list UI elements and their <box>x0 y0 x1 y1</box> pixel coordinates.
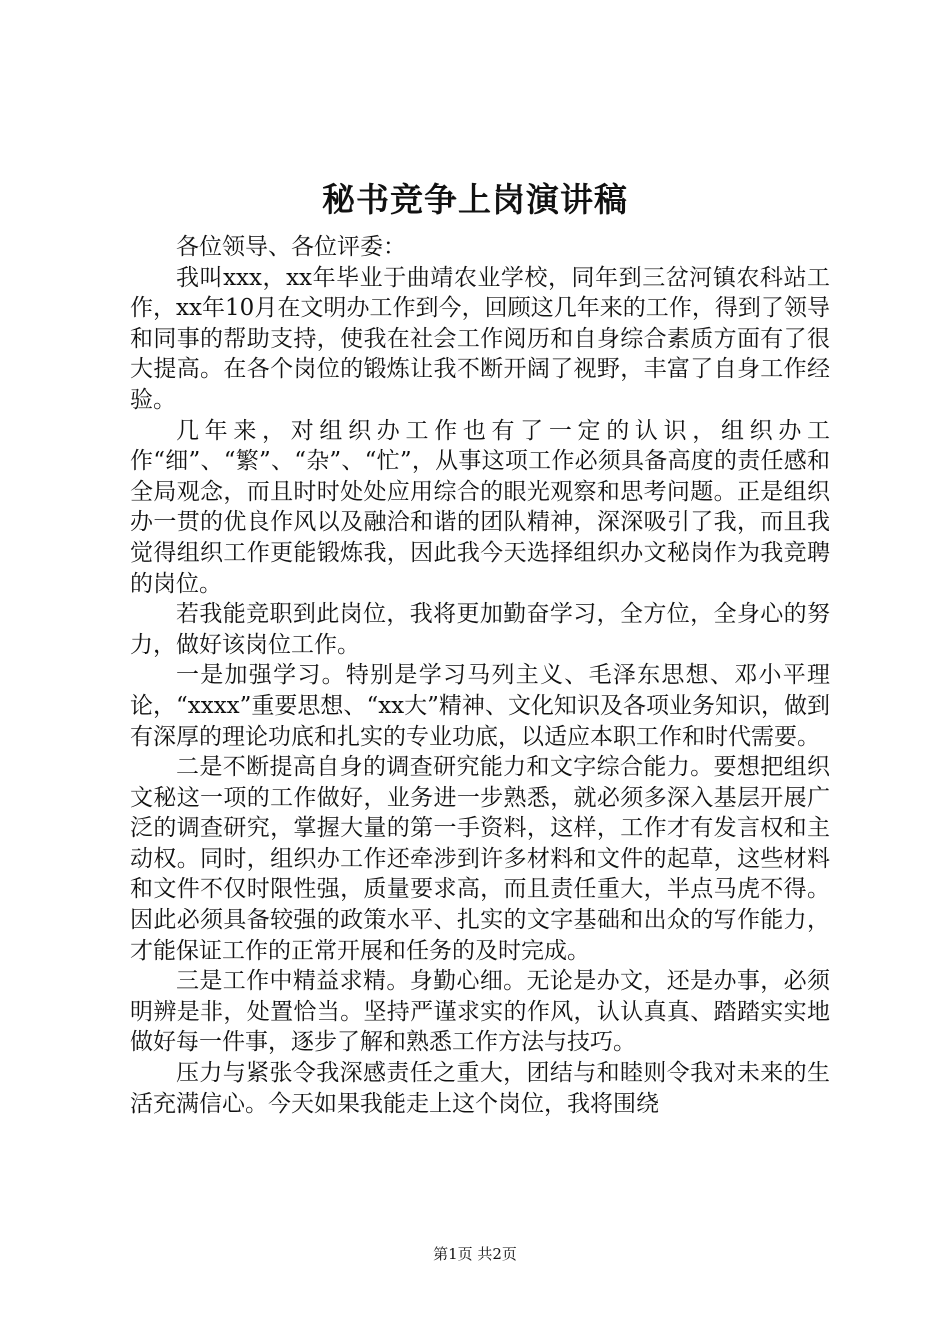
paragraph-point-one: 一是加强学习。特别是学习马列主义、毛泽东思想、邓小平理论，“xxxx”重要思想、“xx大”精神、文化知识及各项业务知识，做到有深厚的理论功底和扎实的专业功底，以适应本职工作和时代需要。 <box>130 662 830 750</box>
paragraph-understanding: 几年来，对组织办工作也有了一定的认识，组织办工作“细”、“繁”、“杂”、“忙”，从事这项工作必须具备高度的责任感和全局观念，而且时时处处应用综合的眼光观察和思考问题。正是组织办一贯的优良作风以及融洽和谐的团队精神，深深吸引了我，而且我觉得组织工作更能锻炼我，因此我今天选择组织办文秘岗作为我竞聘的岗位。 <box>130 417 830 597</box>
paragraph-closing: 压力与紧张令我深感责任之重大，团结与和睦则令我对未来的生活充满信心。今天如果我能走上这个岗位，我将围绕 <box>130 1060 830 1117</box>
paragraph-introduction: 我叫xxx，xx年毕业于曲靖农业学校，同年到三岔河镇农科站工作，xx年10月在文明办工作到今，回顾这几年来的工作，得到了领导和同事的帮助支持，使我在社会工作阅历和自身综合素质方面有了很大提高。在各个岗位的锻炼让我不断开阔了视野，丰富了自身工作经验。 <box>130 264 830 413</box>
paragraph-commitment: 若我能竞职到此岗位，我将更加勤奋学习，全方位，全身心的努力，做好该岗位工作。 <box>130 601 830 658</box>
document-body <box>130 232 830 1119</box>
paragraph-point-three: 三是工作中精益求精。身勤心细。无论是办文，还是办事，必须明辨是非，处置恰当。坚持严谨求实的作风，认认真真、踏踏实实地做好每一件事，逐步了解和熟悉工作方法与技巧。 <box>130 968 830 1056</box>
salutation: 各位领导、各位评委： <box>176 234 406 260</box>
document-title: 秘书竞争上岗演讲稿 <box>322 180 628 219</box>
paragraph-point-two: 二是不断提高自身的调查研究能力和文字综合能力。要想把组织文秘这一项的工作做好，业务进一步熟悉，就必须多深入基层开展广泛的调查研究，掌握大量的第一手资料，这样，工作才有发言权和主动权。同时，组织办工作还牵涉到许多材料和文件的起草，这些材料和文件不仅时限性强，质量要求高，而且责任重大，半点马虎不得。因此必须具备较强的政策水平、扎实的文字基础和出众的写作能力，才能保证工作的正常开展和任务的及时完成。 <box>130 754 830 964</box>
page-number-footer: 第1页 共2页 <box>433 1245 517 1263</box>
